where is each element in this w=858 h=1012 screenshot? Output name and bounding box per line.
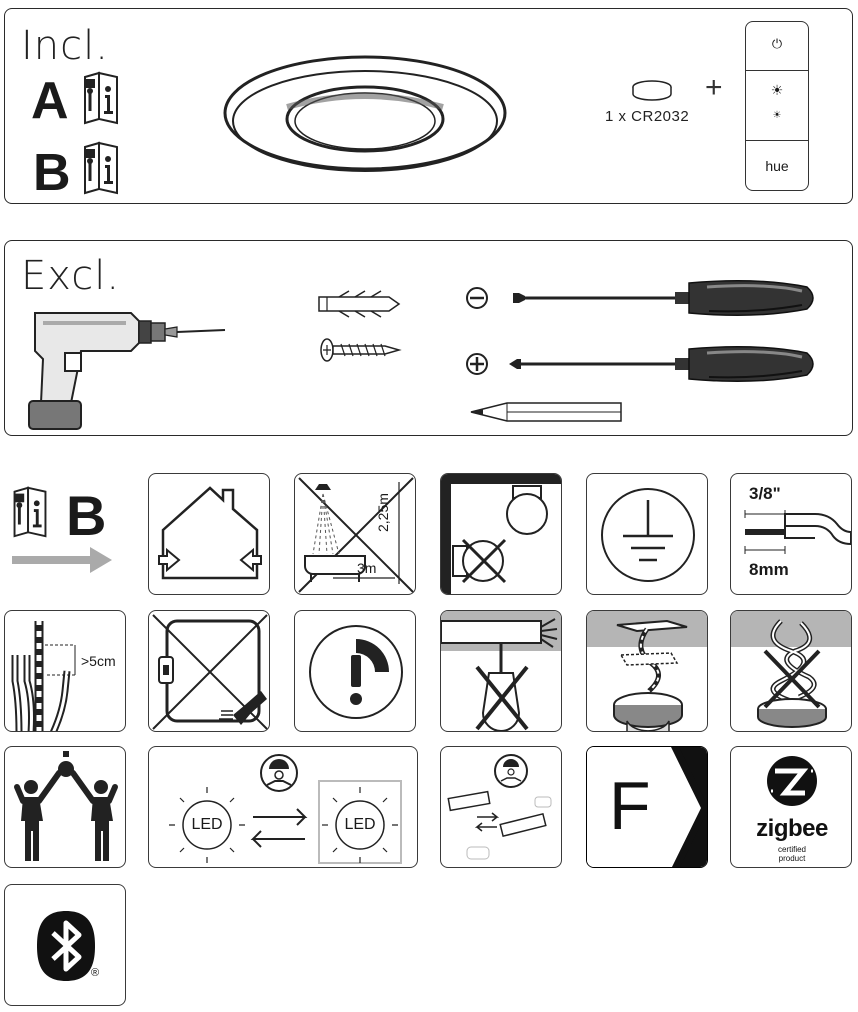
bathroom-zone-symbol	[294, 473, 416, 595]
excluded-panel	[4, 240, 853, 436]
zigbee-certified-line2: product	[778, 854, 806, 863]
zigbee-certified-line1: certified	[777, 845, 806, 854]
manual-a-letter: A	[31, 72, 69, 130]
hue-dimmer-remote	[745, 21, 809, 191]
excluded-title: Excl.	[21, 253, 121, 299]
zigbee-certified-logo	[730, 746, 852, 868]
manual-a-icon	[81, 67, 121, 127]
read-manual-b-instruction	[10, 482, 130, 590]
drill-icon	[21, 293, 231, 433]
caution-symbol	[294, 610, 416, 732]
included-title: Incl.	[21, 23, 109, 69]
screw-icon	[317, 335, 407, 365]
hue-button-label: hue	[765, 158, 789, 174]
registered-mark: ®	[91, 967, 100, 979]
energy-class-label	[586, 746, 708, 868]
bluetooth-icon	[5, 885, 126, 1006]
wire-distance-label: >5cm	[81, 653, 116, 669]
manual-b-letter: B	[66, 484, 107, 547]
zigbee-brand-text: zigbee	[756, 815, 828, 842]
wire-routing-symbol	[586, 610, 708, 732]
strip-length-imperial: 3/8"	[749, 484, 781, 503]
flat-screwdriver-icon	[457, 273, 837, 323]
manual-b-icon	[81, 137, 121, 197]
wall-plug-icon	[315, 289, 405, 319]
strip-wire-symbol	[730, 473, 852, 595]
manual-b-letter: B	[33, 144, 71, 202]
no-wall-mount-symbol	[440, 473, 562, 595]
brightness-up-icon: ☀	[770, 82, 784, 98]
bathroom-distance-label: 3m	[357, 560, 377, 576]
led-left-label: LED	[191, 816, 223, 833]
led-right-label: LED	[344, 816, 376, 833]
remote-divider	[746, 140, 808, 141]
plus-sign: +	[705, 71, 723, 104]
wire-spacing-symbol	[4, 610, 126, 732]
zigbee-icon	[731, 747, 852, 817]
included-panel	[4, 8, 853, 204]
battery-label: 1 x CR2032	[605, 108, 690, 125]
two-person-install-symbol	[4, 746, 126, 868]
indoor-use-symbol	[148, 473, 270, 595]
earth-ground-symbol	[586, 473, 708, 595]
no-tangled-wires-symbol	[730, 610, 852, 732]
remote-divider	[746, 70, 808, 71]
manual-icon	[10, 482, 50, 540]
brightness-down-icon: ☀	[772, 110, 782, 121]
battery-cr2032-icon	[631, 79, 673, 103]
bluetooth-logo	[4, 884, 126, 1006]
led-replacement-symbol	[148, 746, 418, 868]
driver-replacement-symbol	[440, 746, 562, 868]
bathroom-height-label: 2,25m	[375, 493, 391, 532]
strip-length-metric: 8mm	[749, 560, 789, 579]
arrow-right-icon	[10, 545, 114, 575]
no-hanging-by-wire-symbol	[440, 610, 562, 732]
phillips-screwdriver-icon	[457, 339, 837, 389]
energy-class-letter: F	[609, 768, 651, 844]
disconnect-power-symbol	[148, 610, 270, 732]
pencil-icon	[465, 399, 635, 425]
ceiling-lamp-illustration	[215, 41, 515, 181]
power-icon: ⏻	[771, 36, 783, 51]
